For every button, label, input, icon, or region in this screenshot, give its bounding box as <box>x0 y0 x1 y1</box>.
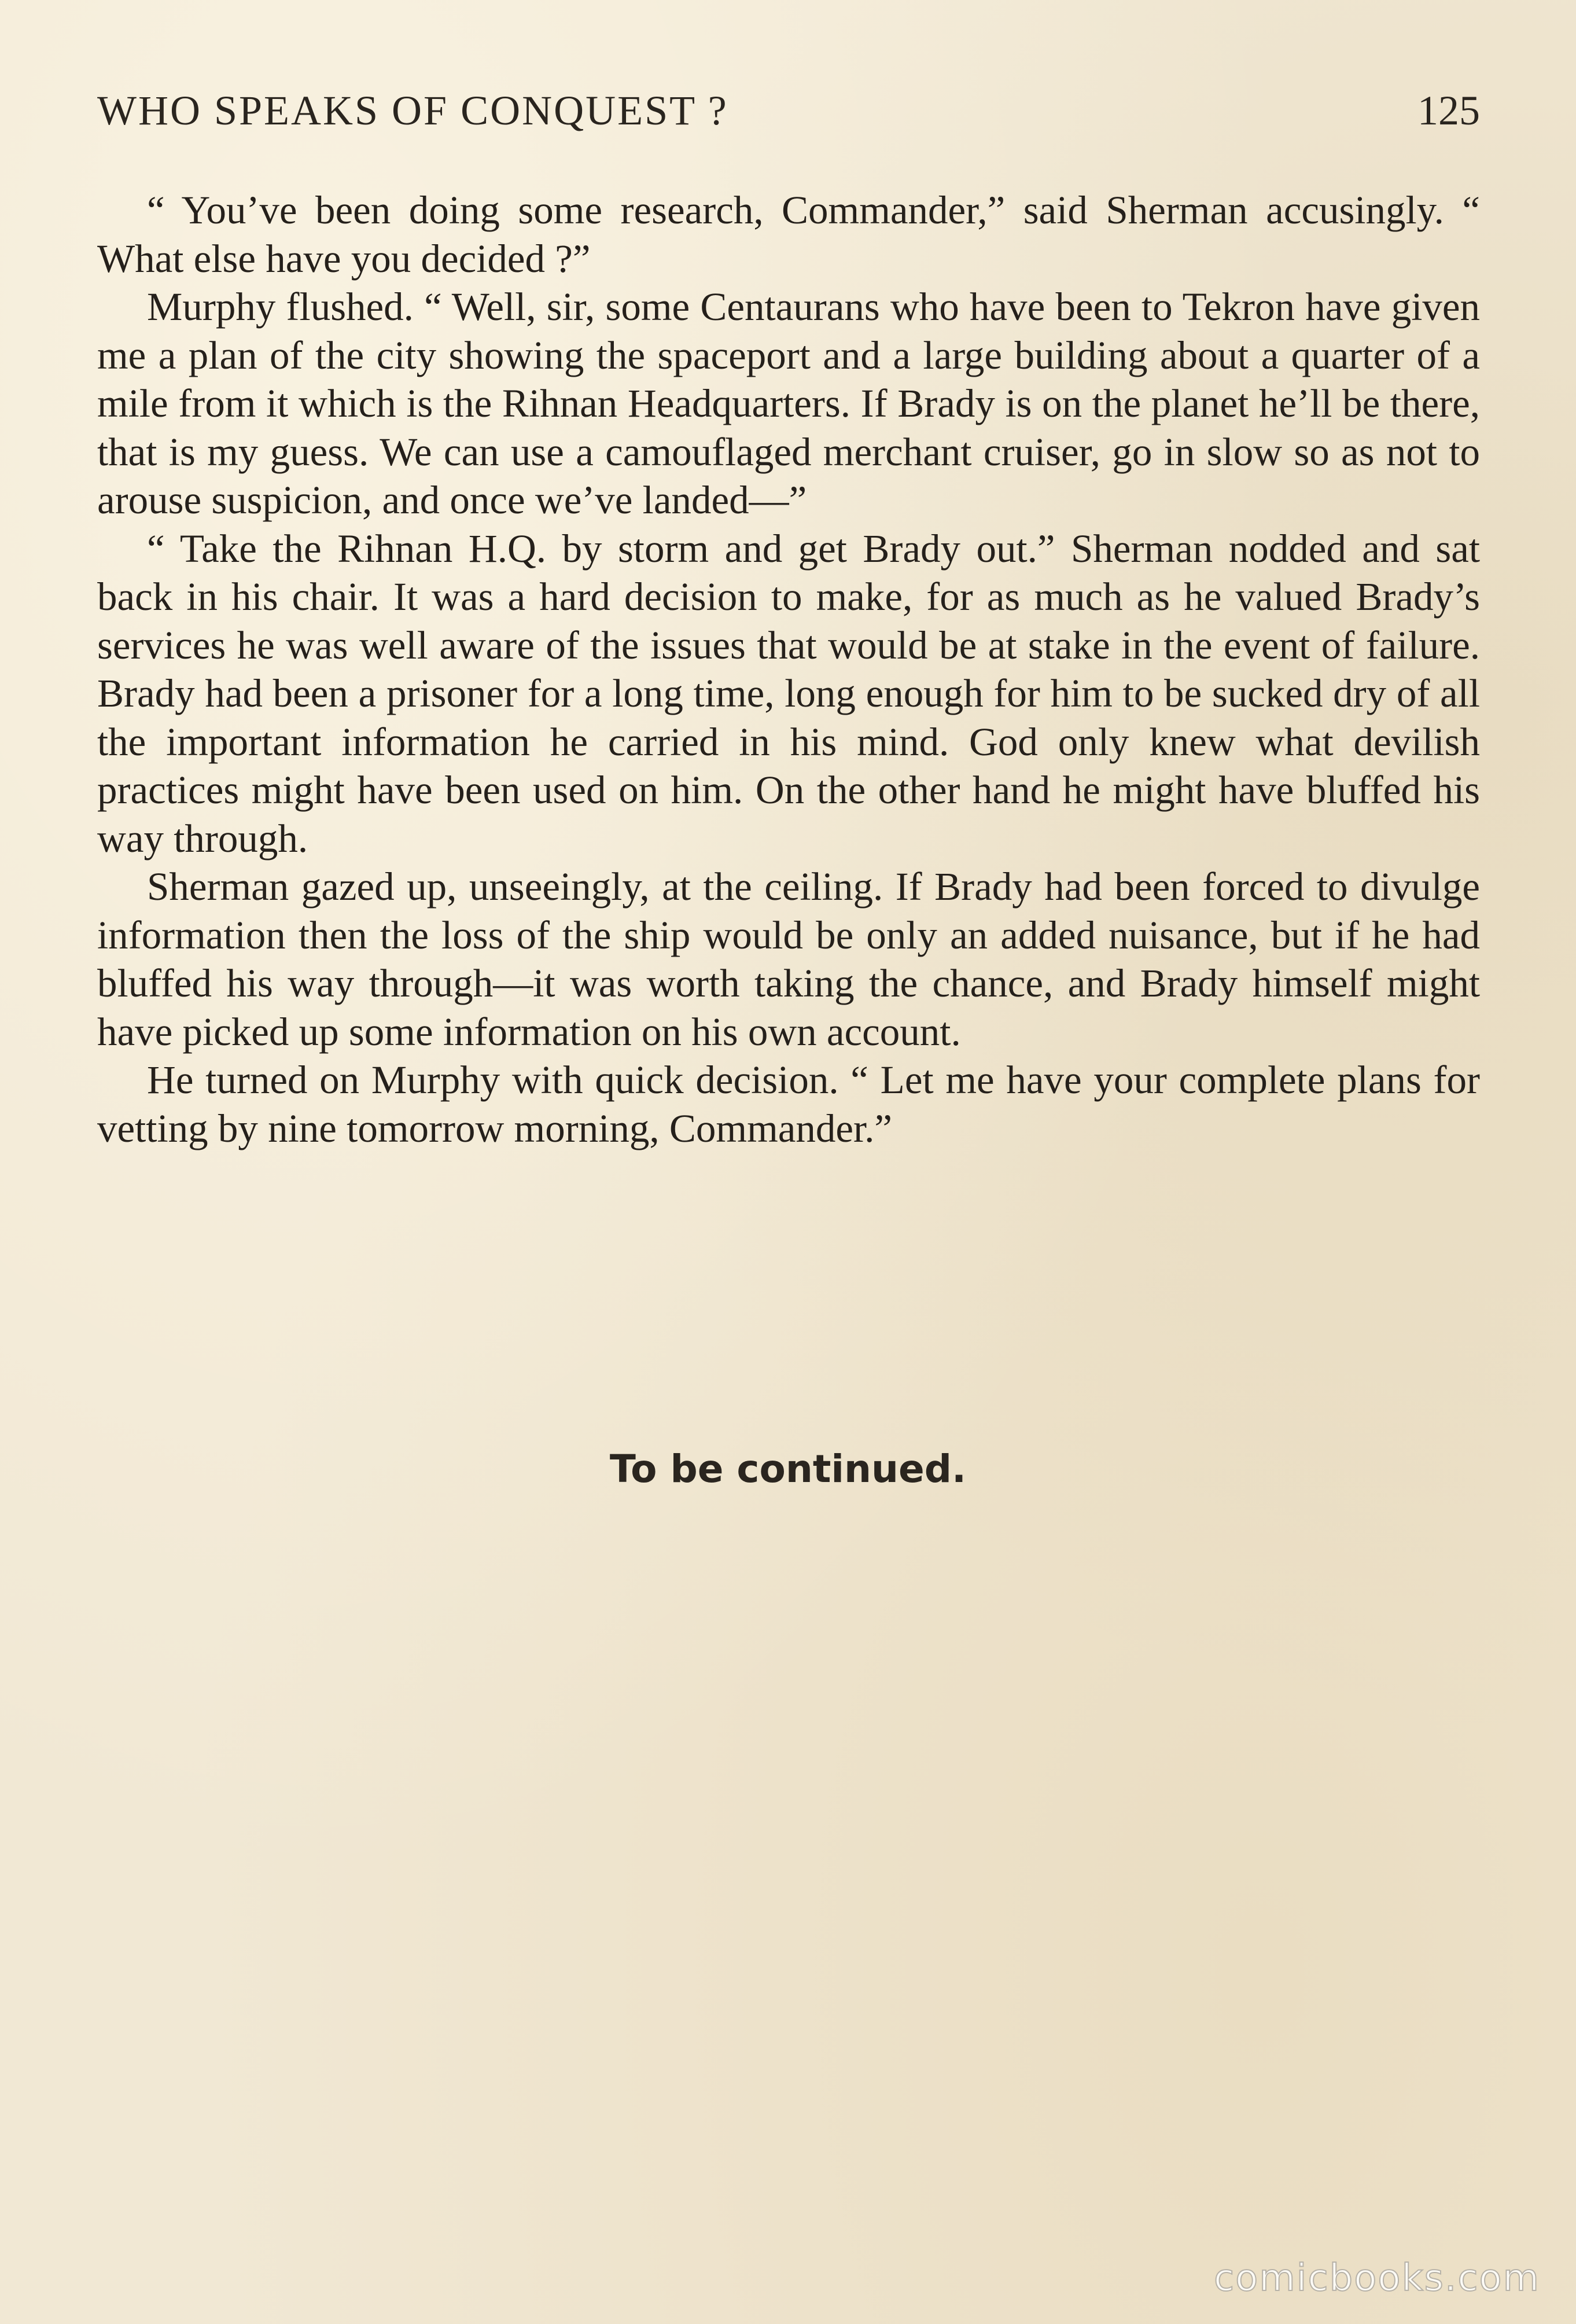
running-head <box>97 87 1480 150</box>
paragraph: “ Take the Rihnan H.Q. by storm and get Brady out.” Sherman nodded and sat back in his chair. It was a hard decision to make, for as much as he valued Brady’s services he was well aware of the issues that would be at stake in the event of failure. Brady had been a prisoner for a long time, long enough for him to be sucked dry of all the important information he carried in his mind. God only knew what devilish practices might have been used on him. On the other hand he might have bluffed his way through. <box>97 526 1480 861</box>
body-text <box>97 186 1480 1153</box>
to-be-continued: To be continued. <box>609 1447 967 1491</box>
running-title: WHO SPEAKS OF CONQUEST ? <box>97 87 728 134</box>
paragraph: “ You’ve been doing some research, Commander,” said Sherman accusingly. “ What else have you decided ?” <box>97 188 1480 281</box>
paragraph: Murphy flushed. “ Well, sir, some Centaurans who have been to Tekron have given me a plan of the city showing the spaceport and a large building about a quarter of a mile from it which is the Rihnan Headquarters. If Brady is on the planet he’ll be there, that is my guess. We can use a camouflaged merchant cruiser, go in slow so as not to arouse suspicion, and once we’ve landed—” <box>97 285 1480 522</box>
paragraph: Sherman gazed up, unseeingly, at the ceiling. If Brady had been forced to divulge information then the loss of the ship would be only an added nuisance, but if he had bluffed his way through—it was worth taking the chance, and Brady himself might have picked up some information on his own account. <box>97 865 1480 1054</box>
watermark: comicbooks.com <box>1213 2257 1540 2300</box>
paragraph: He turned on Murphy with quick decision. “ Let me have your complete plans for vetting by nine tomorrow morning, Commander.” <box>97 1058 1480 1150</box>
page-number: 125 <box>1417 87 1480 134</box>
